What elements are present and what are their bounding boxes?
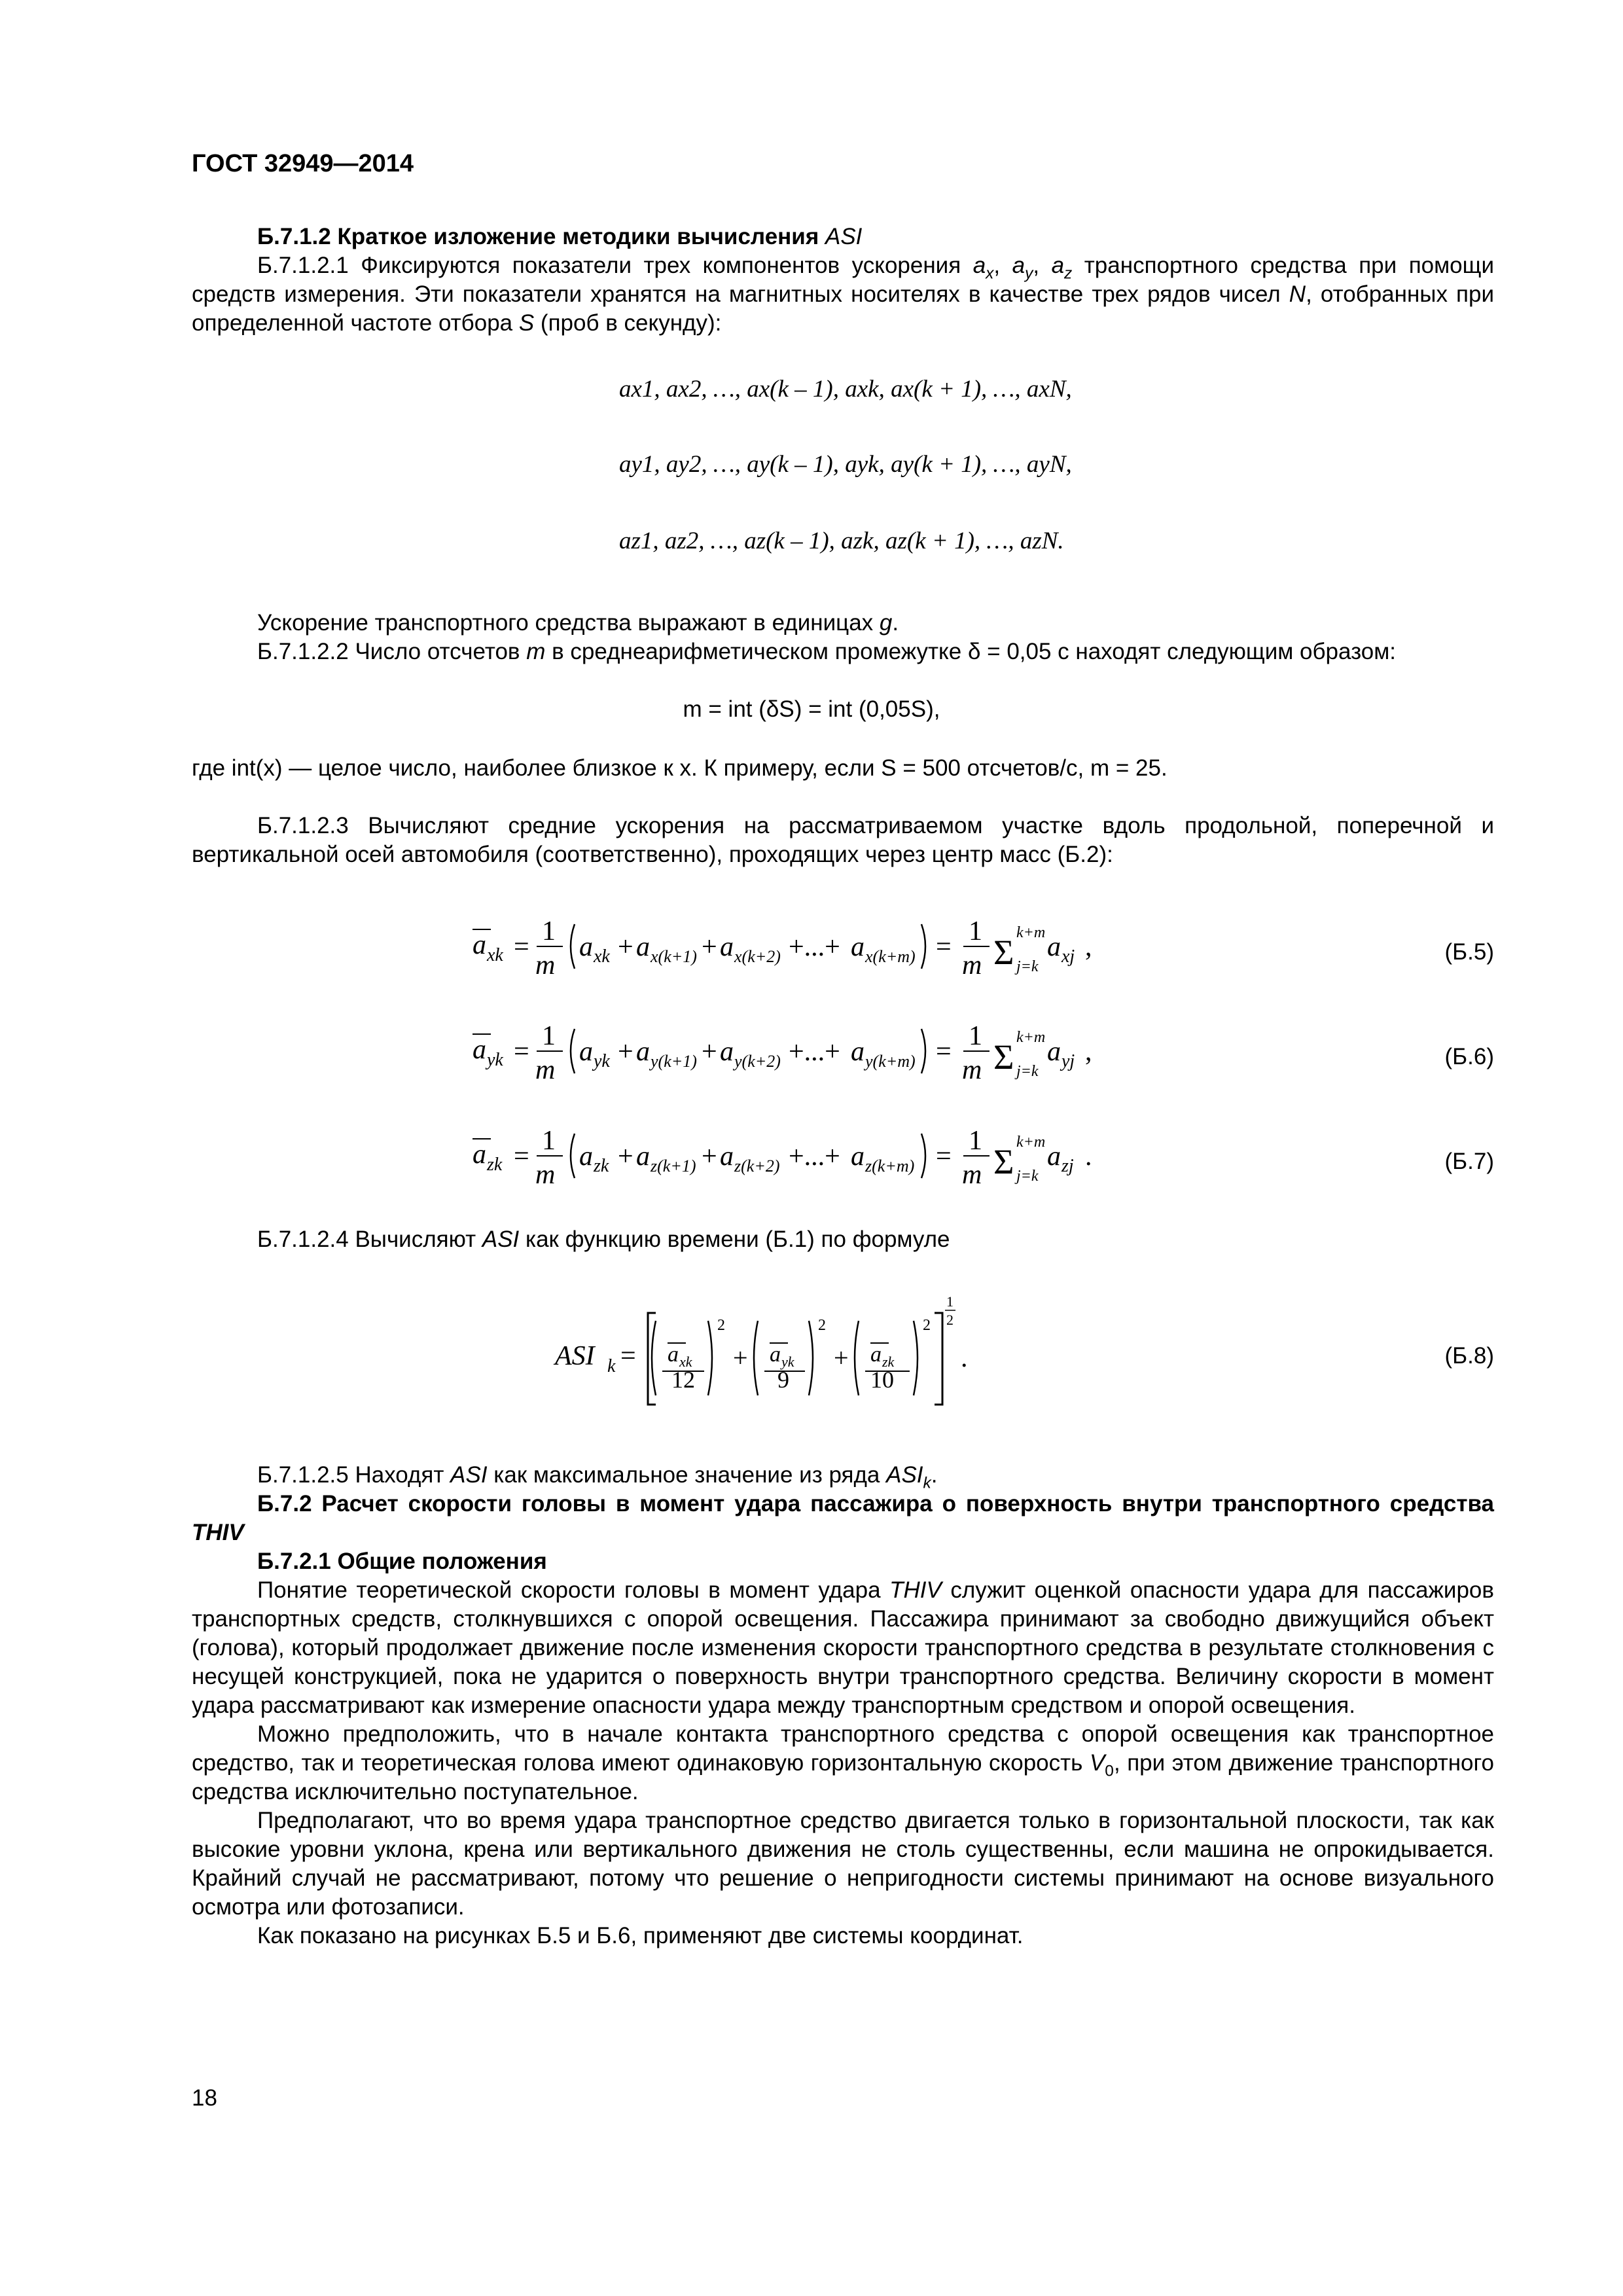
svg-text:+: + bbox=[702, 1141, 717, 1172]
equation-label-b6: (Б.6) bbox=[1444, 1044, 1494, 1069]
svg-text:a: a bbox=[579, 932, 593, 962]
svg-text:.: . bbox=[961, 1343, 968, 1373]
svg-text:a: a bbox=[579, 1037, 593, 1067]
svg-text:+: + bbox=[834, 1343, 849, 1372]
svg-text:zj: zj bbox=[1061, 1156, 1074, 1176]
svg-text:1: 1 bbox=[969, 1021, 982, 1051]
svg-text:zk: zk bbox=[882, 1354, 895, 1370]
svg-text:=: = bbox=[936, 1141, 952, 1172]
equation-label-b5: (Б.5) bbox=[1444, 939, 1494, 965]
sequence-x: ax1, ax2, …, ax(k – 1), axk, ax(k + 1), …, axN, bbox=[619, 376, 1072, 403]
svg-text:+...+: +...+ bbox=[789, 1037, 840, 1067]
svg-text:zk: zk bbox=[594, 1156, 609, 1176]
svg-text:1: 1 bbox=[542, 1021, 556, 1051]
svg-text:1: 1 bbox=[542, 1126, 556, 1156]
svg-text:m: m bbox=[962, 1055, 982, 1085]
svg-text:k+m: k+m bbox=[1016, 1029, 1046, 1046]
paragraph-coordinates: Как показано на рисунках Б.5 и Б.6, применяют две системы координат. bbox=[257, 1923, 1024, 1948]
svg-text:1: 1 bbox=[542, 916, 556, 946]
svg-text:=: = bbox=[514, 932, 529, 962]
paragraph-b7123: Б.7.1.2.3 Вычисляют средние ускорения на рассматриваемом участке вдоль продольной, поперечной и вертикальной осей автомобиля (соответственно), проходящих через центр масс (Б.2): bbox=[192, 813, 1494, 867]
svg-text:a: a bbox=[851, 1141, 865, 1172]
svg-text:yj: yj bbox=[1061, 1051, 1075, 1071]
svg-text:xk: xk bbox=[487, 945, 503, 965]
section-b712 bbox=[192, 223, 1494, 338]
svg-text:z(k+1): z(k+1) bbox=[651, 1157, 696, 1175]
svg-text:+: + bbox=[618, 1141, 633, 1172]
where-line: где int(x) — целое число, наиболее близкое к x. К примеру, если S = 500 отсчетов/с, m = 25. bbox=[192, 755, 1168, 781]
section-b721-title: Б.7.2.1 Общие положения bbox=[257, 1549, 547, 1574]
svg-text:j=k: j=k bbox=[1016, 1063, 1039, 1080]
svg-text:k+m: k+m bbox=[1016, 1134, 1046, 1151]
equation-b8 bbox=[550, 1289, 1008, 1424]
svg-text:,: , bbox=[1085, 1037, 1092, 1067]
svg-text:j=k: j=k bbox=[1016, 958, 1039, 975]
svg-text:m: m bbox=[535, 1160, 556, 1190]
svg-text:m: m bbox=[535, 950, 556, 980]
svg-text:a: a bbox=[473, 930, 486, 960]
svg-text:2: 2 bbox=[946, 1312, 954, 1328]
svg-text:9: 9 bbox=[777, 1367, 789, 1393]
svg-text:y(k+1): y(k+1) bbox=[651, 1052, 697, 1071]
svg-text:=: = bbox=[514, 1141, 529, 1172]
svg-text:yk: yk bbox=[781, 1354, 794, 1370]
paragraph-v0: Можно предположить, что в начале контакта транспортного средства с опорой освещения как транспортное средство, так и теоретическая голова имеют одинаковую горизонтальную скорость $V_0$, при этом движение транспортного средства исключительно поступательное. bbox=[192, 1721, 1494, 1804]
svg-text:+: + bbox=[702, 1037, 717, 1067]
page-number: 18 bbox=[192, 2085, 217, 2111]
svg-text:+: + bbox=[618, 932, 633, 962]
equation-label-b7: (Б.7) bbox=[1444, 1149, 1494, 1174]
svg-text:a: a bbox=[473, 1139, 486, 1170]
svg-text:k: k bbox=[607, 1356, 616, 1376]
svg-text:a: a bbox=[473, 1035, 486, 1065]
paragraph-b7121: Б.7.1.2.1 Фиксируются показатели трех компонентов ускорения $a_x$, $a_y$, $a_z$ транспортного средства при помощи средств измерения. Эти показатели хранятся на магнитных носителях в качестве трех рядов чисел N, отобранных при определенной частоте отбора S (проб в секунду): bbox=[192, 253, 1495, 336]
svg-text:=: = bbox=[514, 1037, 529, 1067]
svg-text:a: a bbox=[1047, 1141, 1061, 1172]
svg-text:=: = bbox=[936, 1037, 952, 1067]
equation-b5 bbox=[458, 903, 1178, 992]
sequence-y: ay1, ay2, …, ay(k – 1), ayk, ay(k + 1), …, ayN, bbox=[619, 451, 1072, 478]
svg-text:Σ: Σ bbox=[993, 1037, 1014, 1077]
svg-text:+: + bbox=[702, 932, 717, 962]
svg-text:m: m bbox=[535, 1055, 556, 1085]
svg-text:2: 2 bbox=[923, 1317, 931, 1334]
svg-text:12: 12 bbox=[671, 1367, 695, 1393]
svg-text:+...+: +...+ bbox=[789, 932, 840, 962]
svg-text:a: a bbox=[870, 1342, 882, 1367]
paragraph-units-g: Ускорение транспортного средства выражают в единицах g. bbox=[257, 610, 899, 636]
svg-text:a: a bbox=[636, 1141, 650, 1172]
svg-text:a: a bbox=[668, 1342, 679, 1367]
paragraph-b7124: Б.7.1.2.4 Вычисляют ASI как функцию времени (Б.1) по формуле bbox=[257, 1227, 950, 1252]
svg-text:a: a bbox=[1047, 1037, 1061, 1067]
svg-text:=: = bbox=[620, 1341, 636, 1371]
svg-text:+...+: +...+ bbox=[789, 1141, 840, 1172]
svg-text:1: 1 bbox=[969, 1126, 982, 1156]
svg-text:z(k+m): z(k+m) bbox=[865, 1157, 915, 1175]
svg-text:j=k: j=k bbox=[1016, 1168, 1039, 1185]
equation-b7 bbox=[458, 1113, 1178, 1201]
svg-text:yk: yk bbox=[487, 1050, 503, 1070]
paragraph-thiv-intro: Понятие теоретической скорости головы в момент удара THIV служит оценкой опасности удара для пассажиров транспортных средств, столкнувшихся с опорой освещения. Пассажира принимают за свободно движущийся объект (голова), который продолжает движение после изменения скорости транспортного средства в результате столкновения с несущей конструкцией, пока не ударится о поверхность внутри транспортного средства. Величину скорости в момент удара рассматривают как измерение опасности удара между транспортным средством и опорой освещения. bbox=[192, 1577, 1494, 1718]
svg-text:1: 1 bbox=[969, 916, 982, 946]
svg-text:+: + bbox=[618, 1037, 633, 1067]
paragraph-b7123-block bbox=[192, 812, 1494, 869]
svg-text:m: m bbox=[962, 950, 982, 980]
paragraph-b7122: Б.7.1.2.2 Число отсчетов m в среднеарифметическом промежутке δ = 0,05 с находят следующим образом: bbox=[257, 639, 1396, 664]
svg-text:xk: xk bbox=[679, 1354, 692, 1370]
where-line-block bbox=[192, 754, 1494, 783]
svg-text:zk: zk bbox=[487, 1155, 503, 1175]
svg-text:y(k+2): y(k+2) bbox=[734, 1052, 781, 1071]
svg-text:k+m: k+m bbox=[1016, 924, 1046, 941]
svg-text:xj: xj bbox=[1061, 946, 1075, 967]
sequence-z: az1, az2, …, az(k – 1), azk, az(k + 1), …, azN. bbox=[619, 528, 1064, 554]
svg-text:yk: yk bbox=[594, 1051, 610, 1071]
section-b72-title: Б.7.2 Расчет скорости головы в момент удара пассажира о поверхность внутри транспортного средства THIV bbox=[192, 1491, 1494, 1545]
svg-text:.: . bbox=[1085, 1141, 1092, 1172]
section-b72 bbox=[192, 1461, 1494, 1950]
svg-text:x(k+2): x(k+2) bbox=[734, 947, 781, 966]
svg-text:a: a bbox=[579, 1141, 593, 1172]
svg-text:a: a bbox=[636, 1037, 650, 1067]
svg-text:a: a bbox=[720, 932, 734, 962]
svg-text:y(k+m): y(k+m) bbox=[865, 1052, 916, 1071]
svg-text:a: a bbox=[851, 1037, 865, 1067]
svg-text:Σ: Σ bbox=[993, 933, 1014, 972]
svg-text:z(k+2): z(k+2) bbox=[734, 1157, 780, 1175]
svg-text:a: a bbox=[770, 1342, 781, 1367]
paragraph-horizontal: Предполагают, что во время удара транспортное средство двигается только в горизонтальной плоскости, так как высокие уровни уклона, крена или вертикального движения не столь существенны, если машина не опрокидывается. Крайний случай не рассматривают, потому что решение о непригодности системы принимают на основе визуального осмотра или фотозаписи. bbox=[192, 1808, 1494, 1920]
svg-text:x(k+1): x(k+1) bbox=[651, 947, 697, 966]
svg-text:a: a bbox=[720, 1141, 734, 1172]
svg-text:a: a bbox=[720, 1037, 734, 1067]
svg-text:+: + bbox=[733, 1343, 748, 1372]
svg-text:2: 2 bbox=[717, 1317, 725, 1334]
svg-text:10: 10 bbox=[870, 1367, 894, 1393]
paragraph-block-1 bbox=[192, 609, 1494, 666]
paragraph-b7124-block bbox=[192, 1225, 1494, 1254]
svg-text:Σ: Σ bbox=[993, 1142, 1014, 1181]
svg-text:1: 1 bbox=[946, 1293, 954, 1310]
svg-text:a: a bbox=[851, 932, 865, 962]
svg-text:a: a bbox=[636, 932, 650, 962]
section-b712-title: Б.7.1.2 Краткое изложение методики вычисления ASI bbox=[257, 224, 863, 249]
svg-text:ASI: ASI bbox=[555, 1341, 595, 1371]
svg-text:m: m bbox=[962, 1160, 982, 1190]
svg-text:2: 2 bbox=[818, 1317, 826, 1334]
document-number: ГОСТ 32949—2014 bbox=[192, 150, 414, 177]
svg-text:xk: xk bbox=[594, 946, 610, 967]
equation-b6 bbox=[458, 1008, 1178, 1096]
formula-m: m = int (δS) = int (0,05S), bbox=[683, 696, 940, 722]
svg-text:x(k+m): x(k+m) bbox=[865, 947, 916, 966]
equation-label-b8: (Б.8) bbox=[1444, 1343, 1494, 1369]
svg-text:a: a bbox=[1047, 932, 1061, 962]
svg-text:=: = bbox=[936, 932, 952, 962]
paragraph-b7125: Б.7.1.2.5 Находят ASI как максимальное значение из ряда $ASI_k$. bbox=[257, 1462, 938, 1492]
svg-text:,: , bbox=[1085, 932, 1092, 962]
